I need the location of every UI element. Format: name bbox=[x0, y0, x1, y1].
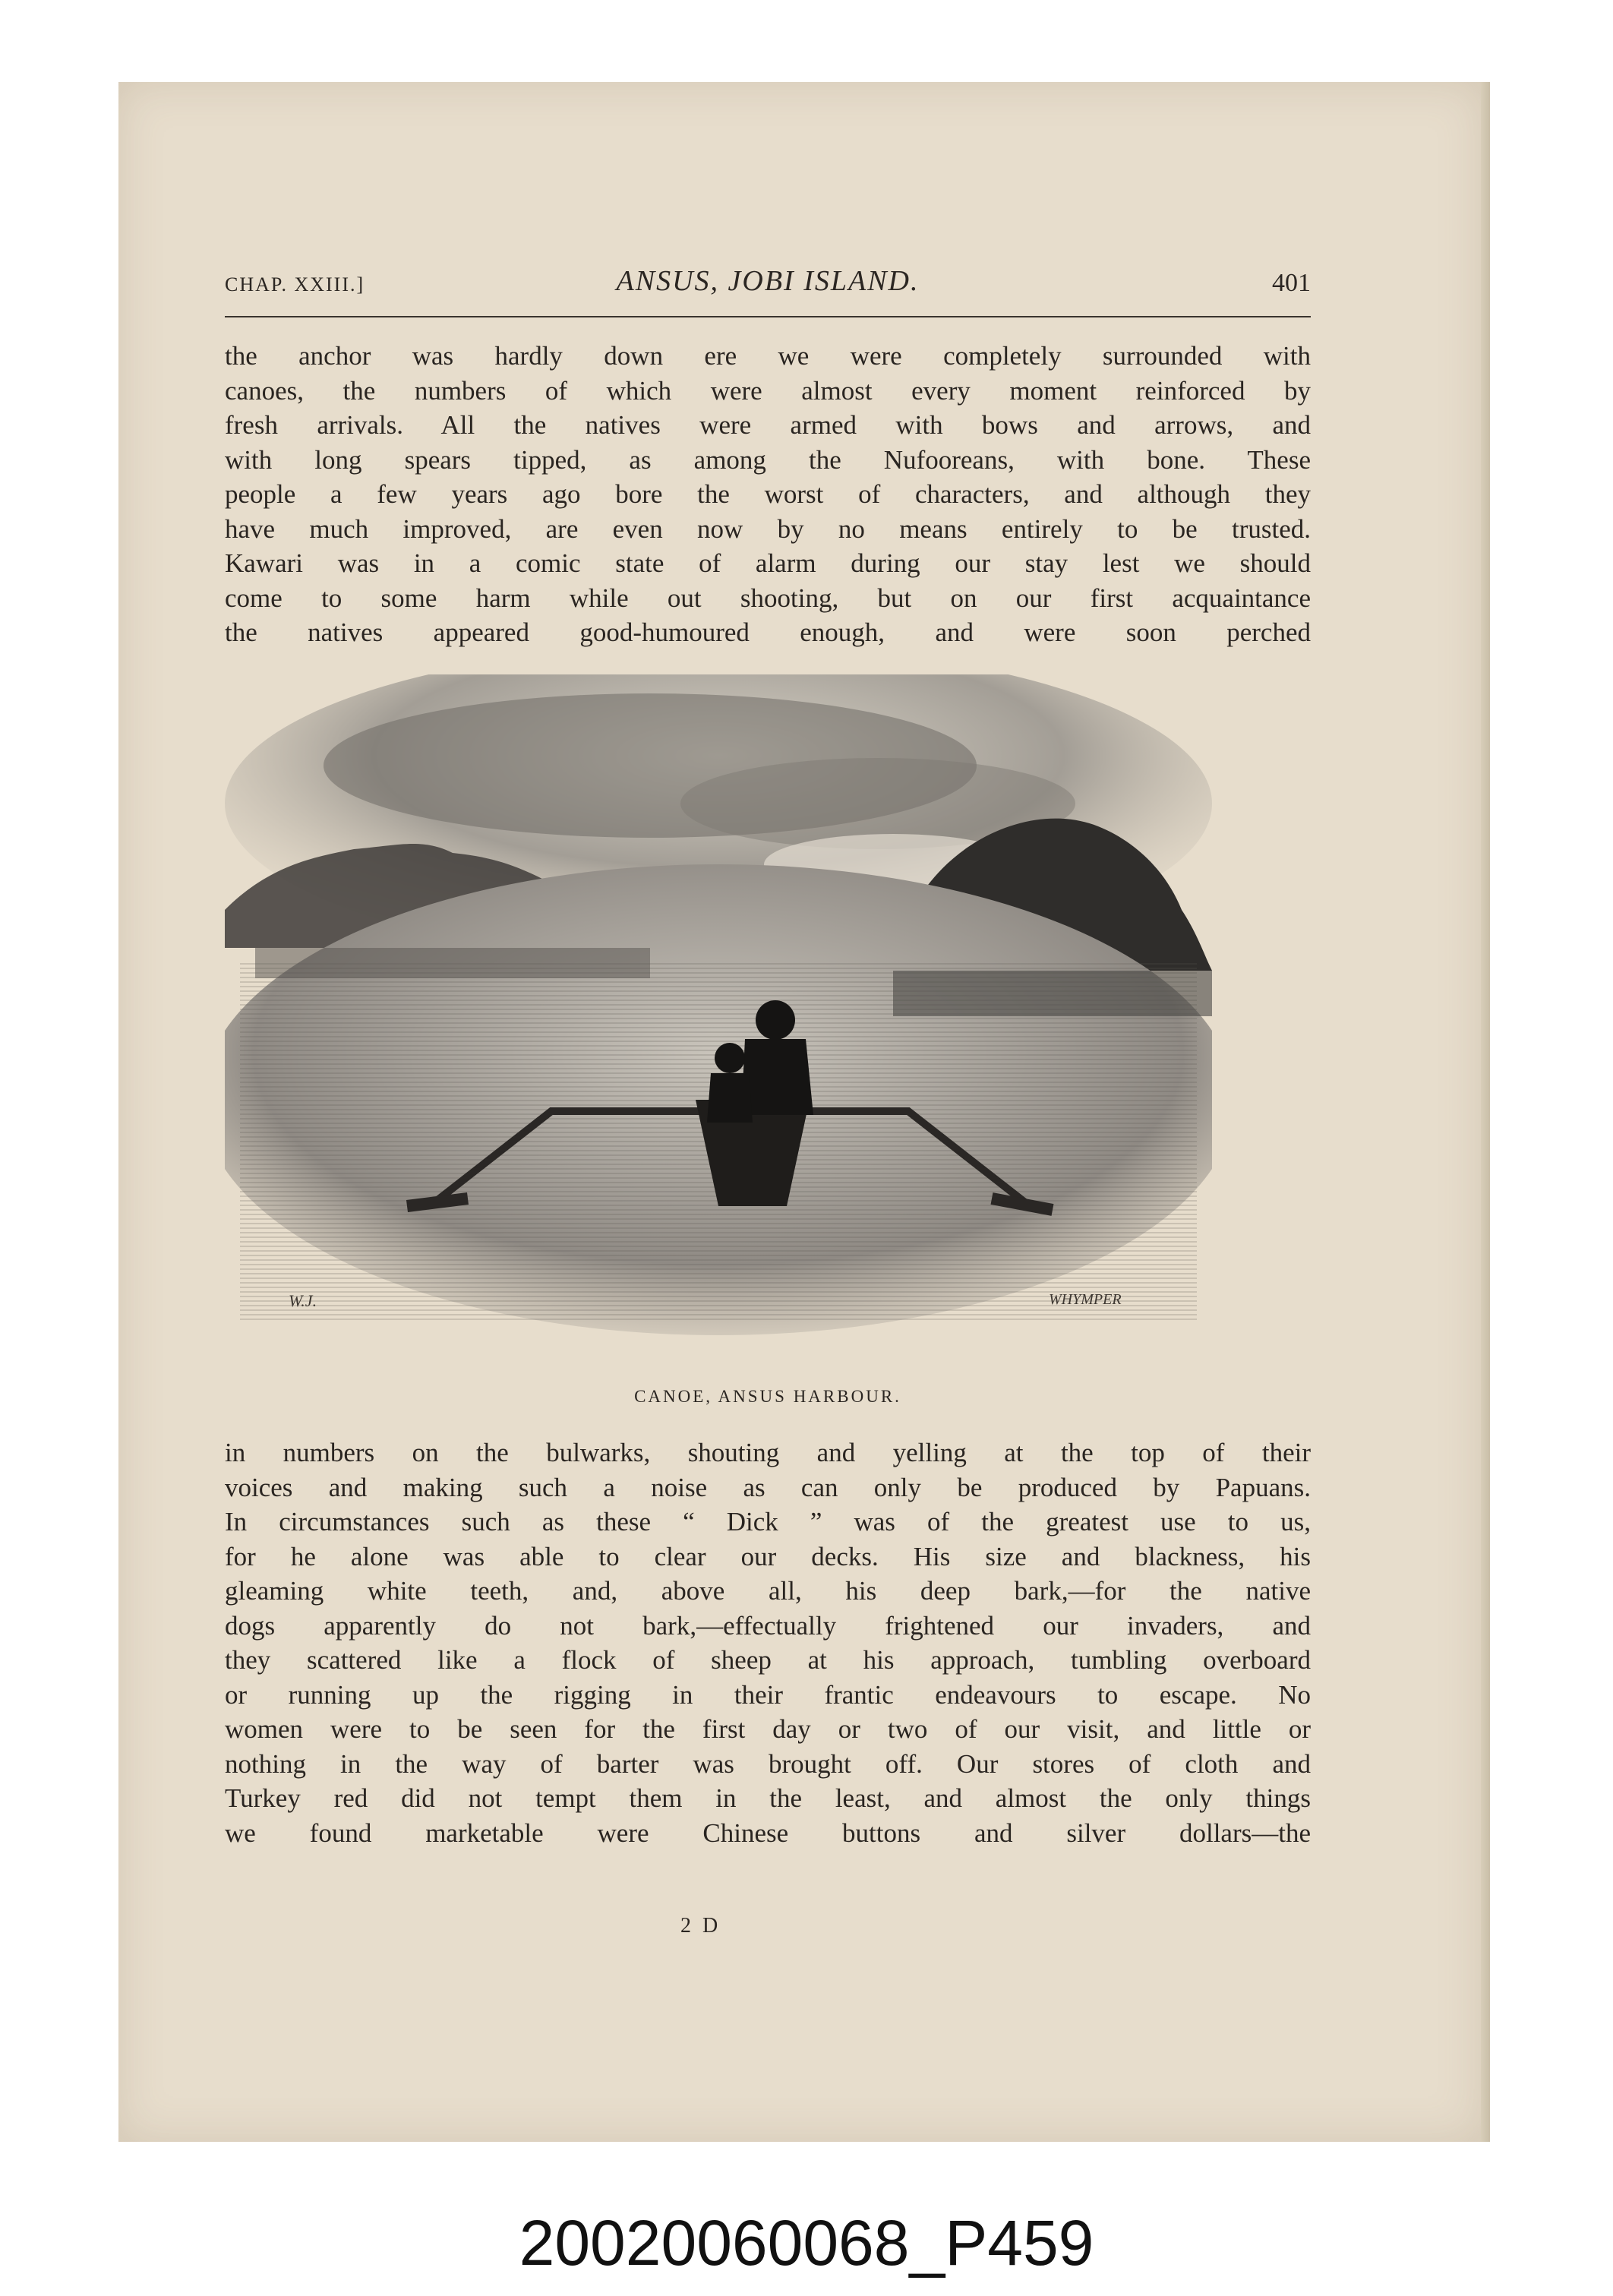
text-line: they scattered like a flock of sheep at his approach, tumbling overboard bbox=[225, 1645, 1311, 1675]
text-line: we found marketable were Chinese buttons and silver dollars—the bbox=[225, 1818, 1311, 1848]
illustration-caption: CANOE, ANSUS HARBOUR. bbox=[634, 1387, 901, 1406]
scan-identifier: 20020060068_P459 bbox=[519, 2207, 1094, 2279]
text-line: come to some harm while out shooting, but on our first acquaintance bbox=[225, 583, 1311, 613]
text-line: the natives appeared good-humoured enough, and were soon perched bbox=[225, 617, 1311, 647]
running-title: ANSUS, JOBI ISLAND. bbox=[616, 265, 920, 297]
signature-mark: 2 D bbox=[680, 1914, 721, 1938]
page-number: 401 bbox=[1272, 269, 1311, 297]
text-line: canoes, the numbers of which were almost every moment reinforced by bbox=[225, 375, 1311, 406]
text-line: nothing in the way of barter was brought off. Our stores of cloth and bbox=[225, 1748, 1311, 1779]
tree-reflection bbox=[893, 971, 1212, 1016]
text-line: have much improved, are even now by no means entirely to be trusted. bbox=[225, 513, 1311, 544]
engraving-canoe-harbour bbox=[225, 674, 1212, 1358]
book-page bbox=[118, 82, 1482, 2142]
outrigger-float bbox=[407, 1199, 468, 1206]
header-rule bbox=[225, 316, 1311, 317]
text-line: the anchor was hardly down ere we were completely surrounded with bbox=[225, 341, 1311, 371]
text-line: voices and making such a noise as can only be produced by Papuans. bbox=[225, 1472, 1311, 1502]
chapter-label: CHAP. XXIII.] bbox=[225, 273, 365, 295]
text-line: for he alone was able to clear our decks. His size and blackness, his bbox=[225, 1541, 1311, 1571]
text-line: or running up the rigging in their frantic endeavours to escape. No bbox=[225, 1679, 1311, 1710]
text-line: gleaming white teeth, and, above all, his deep bark,—for the native bbox=[225, 1576, 1311, 1606]
text-line: people a few years ago bore the worst of characters, and although they bbox=[225, 479, 1311, 509]
text-line: Kawari was in a comic state of alarm during our stay lest we should bbox=[225, 548, 1311, 578]
figure-body bbox=[707, 1073, 753, 1123]
artist-mark: W.J. bbox=[289, 1291, 317, 1310]
tree-reflection bbox=[255, 948, 650, 978]
text-line: women were to be seen for the first day or two of our visit, and little or bbox=[225, 1714, 1311, 1744]
figure-body bbox=[741, 1039, 813, 1115]
text-line: Turkey red did not tempt them in the least, and almost the only things bbox=[225, 1783, 1311, 1813]
page-edge bbox=[1481, 82, 1490, 2142]
running-head bbox=[225, 264, 1311, 310]
text-line: with long spears tipped, as among the Nufooreans, with bone. These bbox=[225, 444, 1311, 475]
figure-head bbox=[756, 1000, 795, 1040]
engraver-mark: WHYMPER bbox=[1049, 1291, 1122, 1308]
text-line: dogs apparently do not bark,—effectually frightened our invaders, and bbox=[225, 1610, 1311, 1641]
text-line: in numbers on the bulwarks, shouting and yelling at the top of their bbox=[225, 1438, 1311, 1467]
body-text-top bbox=[225, 339, 1311, 650]
body-text-bottom bbox=[225, 1435, 1311, 1850]
text-line: fresh arrivals. All the natives were armed with bows and arrows, and bbox=[225, 410, 1311, 440]
text-line: In circumstances such as these “ Dick ” was of the greatest use to us, bbox=[225, 1507, 1311, 1536]
figure-head bbox=[715, 1043, 745, 1073]
